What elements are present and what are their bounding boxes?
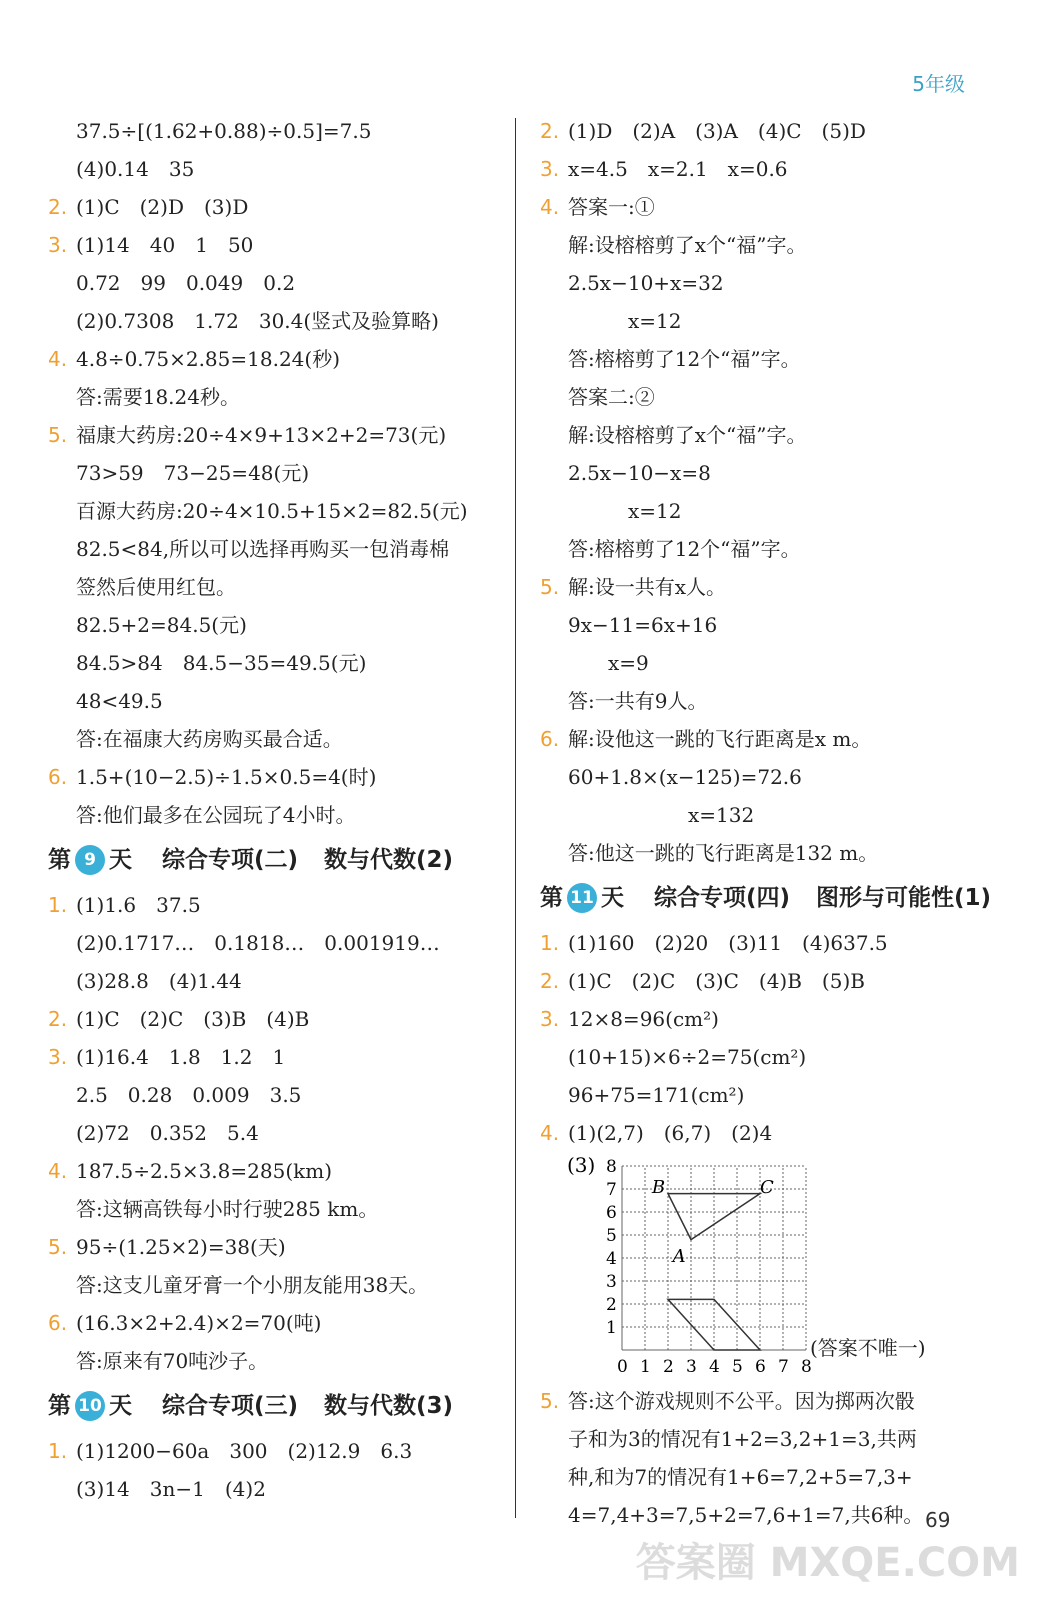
y-tick-label: 5 bbox=[606, 1226, 617, 1246]
answer-text: 82.5<84,所以可以选择再购买一包消毒棉 bbox=[76, 537, 450, 561]
answer-line bbox=[540, 924, 1000, 962]
answer-text: 12×8=96(cm²) bbox=[568, 1007, 719, 1031]
answer-line bbox=[540, 454, 1000, 492]
answer-text: 答:榕榕剪了12个“福”字。 bbox=[568, 347, 801, 371]
answer-text: 答:这支儿童牙膏一个小朋友能用38天。 bbox=[76, 1273, 429, 1297]
heading-suffix: 天 bbox=[109, 847, 132, 873]
y-tick-label: 2 bbox=[606, 1295, 617, 1315]
column-divider bbox=[515, 118, 516, 1518]
question-number: 6. bbox=[540, 727, 560, 751]
answer-line bbox=[540, 1000, 1000, 1038]
answer-line bbox=[48, 1266, 498, 1304]
x-tick-label: 8 bbox=[801, 1357, 812, 1377]
answer-line bbox=[540, 112, 1000, 150]
x-tick-label: 7 bbox=[778, 1357, 789, 1377]
answer-text: 签然后使用红包。 bbox=[76, 575, 236, 599]
answer-line bbox=[540, 1458, 1000, 1496]
answer-text: 48<49.5 bbox=[76, 689, 163, 713]
answer-text: 答:榕榕剪了12个“福”字。 bbox=[568, 537, 801, 561]
answer-line bbox=[48, 226, 498, 264]
answer-line bbox=[48, 1342, 498, 1380]
answer-text: 子和为3的情况有1+2=3,2+1=3,共两 bbox=[568, 1427, 917, 1451]
answer-text: (3)14 3n−1 (4)2 bbox=[76, 1477, 266, 1501]
answer-text: (1)C (2)C (3)C (4)B (5)B bbox=[568, 969, 865, 993]
answer-line bbox=[540, 1076, 1000, 1114]
answer-line bbox=[48, 568, 498, 606]
day-11-heading bbox=[540, 872, 1000, 924]
answer-line bbox=[48, 886, 498, 924]
answer-text: (1)14 40 1 50 bbox=[76, 233, 254, 257]
question-number: 1. bbox=[48, 1439, 68, 1463]
answer-line bbox=[48, 1000, 498, 1038]
question-number: 2. bbox=[48, 195, 68, 219]
answer-text: (10+15)×6÷2=75(cm²) bbox=[568, 1045, 807, 1069]
answer-line bbox=[48, 1152, 498, 1190]
graph-label: (3) bbox=[567, 1153, 596, 1177]
x-tick-label: 6 bbox=[755, 1357, 766, 1377]
answer-line bbox=[540, 834, 1000, 872]
x-tick-label: 5 bbox=[732, 1357, 743, 1377]
question-number: 5. bbox=[48, 1235, 68, 1259]
question-number: 3. bbox=[540, 1007, 560, 1031]
answer-line bbox=[48, 492, 498, 530]
heading-title: 综合专项(三) bbox=[162, 1393, 299, 1419]
heading-prefix: 第 bbox=[540, 885, 563, 911]
answer-text: 答:原来有70吨沙子。 bbox=[76, 1349, 269, 1373]
answer-text: 2.5 0.28 0.009 3.5 bbox=[76, 1083, 302, 1107]
answer-line bbox=[48, 758, 498, 796]
answer-text: (2)72 0.352 5.4 bbox=[76, 1121, 259, 1145]
answer-line bbox=[540, 606, 1000, 644]
question-number: 4. bbox=[48, 347, 68, 371]
answer-text: 37.5÷[(1.62+0.88)÷0.5]=7.5 bbox=[76, 119, 372, 143]
answer-text: x=132 bbox=[568, 803, 755, 827]
question-number: 1. bbox=[48, 893, 68, 917]
answer-text: 82.5+2=84.5(元) bbox=[76, 613, 247, 637]
answer-line bbox=[540, 682, 1000, 720]
answer-text: 解:设榕榕剪了x个“福”字。 bbox=[568, 233, 807, 257]
answer-line bbox=[48, 150, 498, 188]
answer-text: 答:这辆高铁每小时行驶285 km。 bbox=[76, 1197, 379, 1221]
answer-line bbox=[540, 150, 1000, 188]
answer-line bbox=[540, 758, 1000, 796]
question-number: 2. bbox=[48, 1007, 68, 1031]
answer-text: 2.5x−10+x=32 bbox=[568, 271, 724, 295]
answer-line bbox=[48, 720, 498, 758]
answer-line bbox=[48, 1038, 498, 1076]
question-number: 6. bbox=[48, 765, 68, 789]
day-badge: 10 bbox=[75, 1391, 105, 1421]
heading-suffix: 天 bbox=[109, 1393, 132, 1419]
coordinate-graph bbox=[540, 1152, 1000, 1382]
answer-line bbox=[48, 302, 498, 340]
answer-text: 解:设榕榕剪了x个“福”字。 bbox=[568, 423, 807, 447]
question-number: 3. bbox=[540, 157, 560, 181]
question-number: 4. bbox=[48, 1159, 68, 1183]
point-label-C: C bbox=[760, 1177, 774, 1198]
answer-line bbox=[48, 962, 498, 1000]
answer-line bbox=[48, 644, 498, 682]
answer-text: 95÷(1.25×2)=38(天) bbox=[76, 1235, 286, 1259]
day-badge: 9 bbox=[75, 845, 105, 875]
answer-text: 4=7,4+3=7,5+2=7,6+1=7,共6种。 bbox=[568, 1503, 924, 1527]
day-badge: 11 bbox=[567, 883, 597, 913]
answer-line bbox=[48, 924, 498, 962]
answer-text: 答:这个游戏规则不公平。因为掷两次骰 bbox=[568, 1389, 915, 1413]
right-block-1 bbox=[540, 112, 1000, 872]
answer-text: 答:他这一跳的飞行距离是132 m。 bbox=[568, 841, 879, 865]
right-block-2 bbox=[540, 924, 1000, 1152]
y-tick-label: 3 bbox=[606, 1272, 617, 1292]
answer-text: (1)C (2)D (3)D bbox=[76, 195, 249, 219]
answer-line bbox=[48, 340, 498, 378]
answer-line bbox=[540, 188, 1000, 226]
answer-text: 答:一共有9人。 bbox=[568, 689, 708, 713]
answer-line bbox=[540, 416, 1000, 454]
answer-text: 2.5x−10−x=8 bbox=[568, 461, 711, 485]
answer-line bbox=[48, 264, 498, 302]
heading-suffix: 天 bbox=[601, 885, 624, 911]
answer-line bbox=[48, 1304, 498, 1342]
answer-text: (1)(2,7) (6,7) (2)4 bbox=[568, 1121, 773, 1145]
x-tick-label: 4 bbox=[709, 1357, 720, 1377]
answer-line bbox=[540, 644, 1000, 682]
answer-line bbox=[540, 1420, 1000, 1458]
answer-line bbox=[48, 1190, 498, 1228]
answer-text: 种,和为7的情况有1+6=7,2+5=7,3+ bbox=[568, 1465, 913, 1489]
graph-note: (答案不唯一) bbox=[810, 1336, 926, 1360]
answer-line bbox=[48, 1114, 498, 1152]
answer-text: x=12 bbox=[568, 499, 682, 523]
heading-prefix: 第 bbox=[48, 847, 71, 873]
y-tick-label: 1 bbox=[606, 1318, 617, 1338]
answer-text: 答:在福康大药房购买最合适。 bbox=[76, 727, 343, 751]
right-column bbox=[540, 112, 1000, 1534]
answer-line bbox=[48, 1228, 498, 1266]
y-tick-label: 8 bbox=[606, 1157, 617, 1177]
answer-text: 73>59 73−25=48(元) bbox=[76, 461, 310, 485]
heading-subtitle: 图形与可能性(1) bbox=[816, 885, 992, 911]
x-tick-label: 2 bbox=[663, 1357, 674, 1377]
answer-text: 答案二:② bbox=[568, 385, 655, 409]
answer-text: (16.3×2+2.4)×2=70(吨) bbox=[76, 1311, 322, 1335]
answer-line bbox=[540, 340, 1000, 378]
answer-text: 答:需要18.24秒。 bbox=[76, 385, 240, 409]
answer-text: (1)D (2)A (3)A (4)C (5)D bbox=[568, 119, 866, 143]
watermark: 答案圈 MXQE.COM bbox=[635, 1540, 1020, 1586]
answer-line bbox=[540, 1038, 1000, 1076]
grade-label: 5年级 bbox=[912, 72, 965, 96]
heading-subtitle: 数与代数(2) bbox=[324, 847, 454, 873]
answer-text: (2)0.1717… 0.1818… 0.001919… bbox=[76, 931, 440, 955]
question-number: 3. bbox=[48, 233, 68, 257]
answer-line bbox=[48, 416, 498, 454]
answer-text: (1)C (2)C (3)B (4)B bbox=[76, 1007, 310, 1031]
x-tick-label: 1 bbox=[640, 1357, 651, 1377]
answer-line bbox=[540, 226, 1000, 264]
answer-line bbox=[540, 962, 1000, 1000]
answer-text: 0.72 99 0.049 0.2 bbox=[76, 271, 296, 295]
answer-line bbox=[540, 1382, 1000, 1420]
answer-line bbox=[48, 530, 498, 568]
answer-text: (4)0.14 35 bbox=[76, 157, 195, 181]
day-10-heading bbox=[48, 1380, 498, 1432]
heading-title: 综合专项(二) bbox=[162, 847, 299, 873]
day-9-heading bbox=[48, 834, 498, 886]
answer-line bbox=[48, 378, 498, 416]
question-number: 5. bbox=[48, 423, 68, 447]
answer-line bbox=[540, 796, 1000, 834]
answer-text: (1)1200−60a 300 (2)12.9 6.3 bbox=[76, 1439, 413, 1463]
heading-subtitle: 数与代数(3) bbox=[324, 1393, 454, 1419]
left-block-1 bbox=[48, 112, 498, 834]
answer-line bbox=[540, 302, 1000, 340]
answer-line bbox=[540, 378, 1000, 416]
answer-line bbox=[48, 1470, 498, 1508]
answer-line bbox=[48, 606, 498, 644]
question-number: 5. bbox=[540, 1389, 560, 1413]
question-number: 1. bbox=[540, 931, 560, 955]
page-number: 69 bbox=[925, 1508, 951, 1532]
answer-text: 福康大药房:20÷4×9+13×2+2=73(元) bbox=[76, 423, 447, 447]
answer-line bbox=[540, 264, 1000, 302]
answer-text: 4.8÷0.75×2.85=18.24(秒) bbox=[76, 347, 341, 371]
answer-text: 答:他们最多在公园玩了4小时。 bbox=[76, 803, 356, 827]
y-tick-labels bbox=[606, 1157, 617, 1338]
left-block-2 bbox=[48, 886, 498, 1380]
answer-line bbox=[540, 530, 1000, 568]
answer-text: 96+75=171(cm²) bbox=[568, 1083, 745, 1107]
question-number: 4. bbox=[540, 195, 560, 219]
answer-text: x=4.5 x=2.1 x=0.6 bbox=[568, 157, 788, 181]
question-number: 6. bbox=[48, 1311, 68, 1335]
answer-text: 答案一:① bbox=[568, 195, 655, 219]
answer-line bbox=[540, 568, 1000, 606]
left-block-3 bbox=[48, 1432, 498, 1508]
point-label-B: B bbox=[651, 1177, 666, 1198]
answer-text: 解:设一共有x人。 bbox=[568, 575, 727, 599]
x-tick-label: 3 bbox=[686, 1357, 697, 1377]
answer-text: (1)160 (2)20 (3)11 (4)637.5 bbox=[568, 931, 888, 955]
answer-text: 84.5>84 84.5−35=49.5(元) bbox=[76, 651, 367, 675]
answer-line bbox=[540, 720, 1000, 758]
x-tick-labels bbox=[617, 1357, 812, 1377]
answer-text: x=12 bbox=[568, 309, 682, 333]
answer-line bbox=[48, 454, 498, 492]
question-number: 3. bbox=[48, 1045, 68, 1069]
answer-text: 9x−11=6x+16 bbox=[568, 613, 718, 637]
answer-line bbox=[540, 492, 1000, 530]
question-number: 5. bbox=[540, 575, 560, 599]
y-tick-label: 4 bbox=[606, 1249, 617, 1269]
answer-line bbox=[48, 796, 498, 834]
x-tick-label: 0 bbox=[617, 1357, 628, 1377]
left-column bbox=[48, 112, 498, 1508]
answer-line bbox=[48, 682, 498, 720]
answer-text: (1)16.4 1.8 1.2 1 bbox=[76, 1045, 286, 1069]
answer-line bbox=[48, 1432, 498, 1470]
answer-text: 百源大药房:20÷4×10.5+15×2=82.5(元) bbox=[76, 499, 468, 523]
answer-text: (2)0.7308 1.72 30.4(竖式及验算略) bbox=[76, 309, 439, 333]
answer-text: 60+1.8×(x−125)=72.6 bbox=[568, 765, 802, 789]
heading-title: 综合专项(四) bbox=[654, 885, 791, 911]
heading-prefix: 第 bbox=[48, 1393, 71, 1419]
answer-line bbox=[48, 188, 498, 226]
answer-text: (3)28.8 (4)1.44 bbox=[76, 969, 242, 993]
answer-line bbox=[540, 1114, 1000, 1152]
answer-text: 1.5+(10−2.5)÷1.5×0.5=4(时) bbox=[76, 765, 377, 789]
point-label-A: A bbox=[672, 1246, 686, 1267]
y-tick-label: 6 bbox=[606, 1203, 617, 1223]
answer-text: x=9 bbox=[568, 651, 649, 675]
answer-text: 解:设他这一跳的飞行距离是x m。 bbox=[568, 727, 872, 751]
question-number: 2. bbox=[540, 119, 560, 143]
question-number: 4. bbox=[540, 1121, 560, 1145]
answer-text: (1)1.6 37.5 bbox=[76, 893, 201, 917]
question-number: 2. bbox=[540, 969, 560, 993]
y-tick-label: 7 bbox=[606, 1180, 617, 1200]
answer-text: 187.5÷2.5×3.8=285(km) bbox=[76, 1159, 333, 1183]
answer-line bbox=[48, 112, 498, 150]
answer-line bbox=[48, 1076, 498, 1114]
